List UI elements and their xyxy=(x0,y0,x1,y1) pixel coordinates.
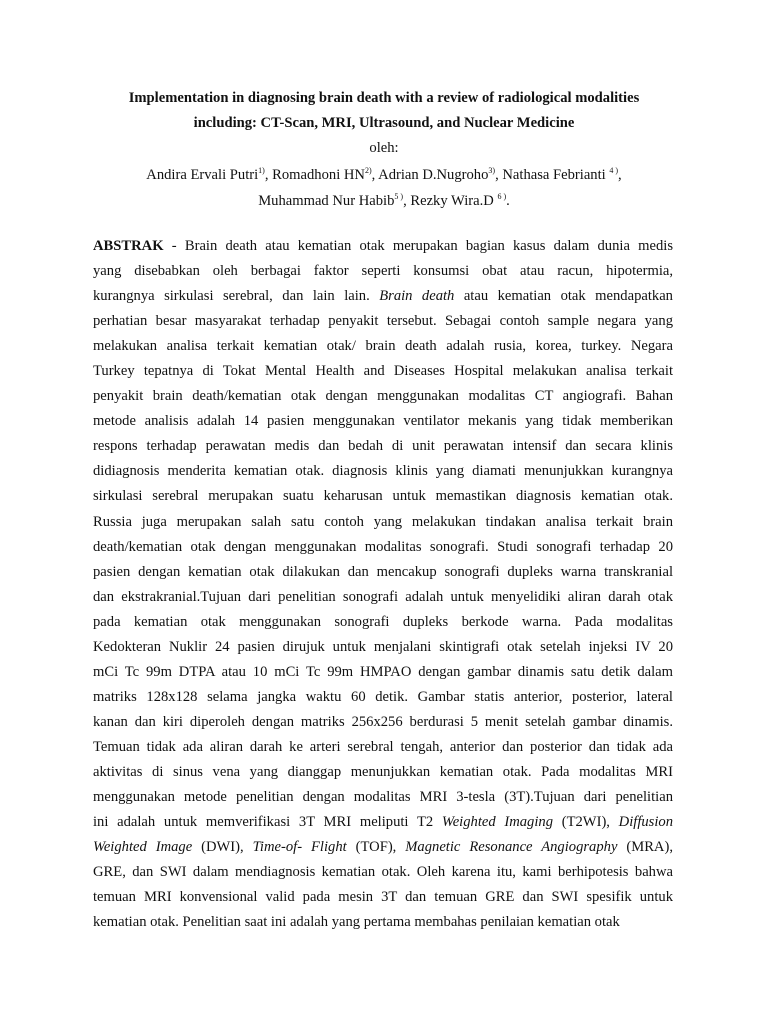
author-separator: . xyxy=(506,193,510,209)
abstract-line xyxy=(93,785,673,810)
abstract-text: Temuan tidak ada aliran darah ke arteri serebral tengah, anterior dan posterior dan tidak ada xyxy=(93,738,673,755)
author-affiliation: 2) xyxy=(364,165,372,175)
abstract-line xyxy=(93,610,673,635)
abstract-line xyxy=(93,860,673,885)
abstract-text: (MRA), xyxy=(617,839,673,856)
abstract-text: temuan MRI konvensional valid pada mesin 3T dan temuan GRE dan SWI spesifik untuk xyxy=(93,889,673,906)
abstract-line xyxy=(93,760,673,785)
title-line-1: Implementation in diagnosing brain death with a review of radiological modalities xyxy=(128,90,640,106)
title-line-2: including: CT-Scan, MRI, Ultrasound, and Nuclear Medicine xyxy=(193,114,575,131)
author-name: Nathasa Febrianti xyxy=(502,166,610,183)
author-line-2 xyxy=(60,188,708,215)
abstract-line xyxy=(93,459,673,484)
oleh-label: oleh: xyxy=(369,140,399,156)
abstract-line xyxy=(93,510,673,535)
abstract-text: atau kematian otak mendapatkan xyxy=(454,288,673,305)
italic-term: Brain death xyxy=(379,288,455,305)
abstract-text: menggunakan metode penelitian dengan modalitas MRI 3-tesla (3T).Tujuan dari penelitian xyxy=(93,789,673,806)
abstract-line xyxy=(93,685,673,710)
abstract-text: mCi Tc 99m DTPA atau 10 mCi Tc 99m HMPAO dengan gambar dinamis satu detik dalam xyxy=(93,663,673,680)
abstract-line xyxy=(93,560,673,585)
abstract-text: melakukan analisa terkait kematian otak/ brain death adalah rusia, korea, turkey. Negara xyxy=(93,338,673,355)
abstract-line xyxy=(93,810,673,835)
abstract-text: death/kematian otak dengan menggunakan modalitas sonografi. Studi sonografi terhadap 20 xyxy=(93,538,673,555)
author-separator: , xyxy=(403,193,411,209)
abstract-text: perhatian besar masyarakat terhadap penyakit tersebut. Sebagai contoh sample negara yang xyxy=(93,313,673,330)
abstract-text: (T2WI), xyxy=(553,814,619,831)
italic-term: Weighted Image xyxy=(93,839,193,856)
author-separator: , xyxy=(371,166,379,183)
abstract-text: dan ekstrakranial.Tujuan dari penelitian sonografi adalah untuk menyelidiki aliran darah otak xyxy=(93,588,673,605)
abstract-label: ABSTRAK xyxy=(93,238,164,254)
abstract-line xyxy=(93,585,673,610)
author-name: Rezky Wira.D xyxy=(410,193,498,209)
author-affiliation: 6 ) xyxy=(497,192,507,201)
abstract-text: kurangnya sirkulasi serebral, dan lain lain. xyxy=(93,288,380,305)
abstract-text: GRE, dan SWI dalam mendiagnosis kematian otak. Oleh karena itu, kami berhipotesis bahwa xyxy=(93,864,673,881)
author-name: Muhammad Nur Habib xyxy=(258,193,395,209)
abstract-line xyxy=(93,735,673,760)
italic-term: Weighted Imaging xyxy=(441,814,554,831)
abstract-line xyxy=(93,259,673,284)
abstract-text: aktivitas di sinus vena yang dianggap menunjukkan kematian otak. Pada modalitas MRI xyxy=(93,763,673,780)
abstract-text: ini adalah untuk memverifikasi 3T MRI meliputi T2 xyxy=(93,814,442,831)
abstract-text: matriks 128x128 selama jangka waktu 60 detik. Gambar statis anterior, posterior, lateral xyxy=(93,688,673,705)
author-line-1 xyxy=(60,162,708,189)
author-affiliation: 1) xyxy=(258,165,265,175)
abstract-body xyxy=(93,234,673,935)
author-affiliation: 5 ) xyxy=(394,192,404,201)
abstract-text: pada kematian otak menggunakan sonografi dupleks berkode warna. Pada modalitas xyxy=(93,613,673,630)
abstract-text: yang disebabkan oleh berbagai faktor seperti konsumsi obat atau racun, hipotermia, xyxy=(93,263,673,280)
abstract-line xyxy=(93,309,673,334)
abstract-text: (DWI), xyxy=(192,839,253,856)
abstract-line xyxy=(93,409,673,434)
abstract-line xyxy=(93,234,673,259)
abstract-line xyxy=(93,359,673,384)
abstract-text: Kedokteran Nuklir 24 pasien dirujuk untuk menjalani skintigrafi otak setelah injeksi IV 20 xyxy=(93,638,673,655)
abstract-text: kematian otak. Penelitian saat ini adalah yang pertama membahas penilaian kematian otak xyxy=(93,914,620,931)
abstract-line xyxy=(93,910,673,935)
italic-term: Diffusion xyxy=(618,814,673,831)
abstract-text: sirkulasi serebral merupakan suatu keharusan untuk memastikan diagnosis kematian otak. xyxy=(93,488,673,505)
abstract-line xyxy=(93,635,673,660)
author-name: Andira Ervali Putri xyxy=(146,166,259,183)
abstract-text: (TOF), xyxy=(346,839,406,856)
abstract-line xyxy=(93,885,673,910)
abstract-line xyxy=(93,710,673,735)
abstract-line xyxy=(93,484,673,509)
italic-term: Time-of- Flight xyxy=(252,839,347,856)
abstract-text: didiagnosis menderita kematian otak. diagnosis klinis yang diamati menunjukkan kurangnya xyxy=(93,463,673,480)
abstract-line xyxy=(93,384,673,409)
author-separator: , xyxy=(618,166,622,183)
abstract-text: respons terhadap perawatan medis dan bedah di unit perawatan intensif dan secara klinis xyxy=(93,438,673,455)
paper-title xyxy=(60,86,708,135)
author-separator: , xyxy=(264,166,273,183)
abstract-text: pasien dengan kematian otak dilakukan dan mencakup sonografi dupleks warna transkranial xyxy=(93,563,673,580)
author-name: Adrian D.Nugroho xyxy=(378,166,489,183)
abstract-line xyxy=(93,835,673,860)
abstract-text: penyakit brain death/kematian otak dengan menggunakan modalitas CT angiografi. Bahan xyxy=(93,388,673,405)
abstract-line xyxy=(93,434,673,459)
abstract-text: Turkey tepatnya di Tokat Mental Health and Diseases Hospital melakukan analisa terkait xyxy=(93,363,673,380)
author-separator: , xyxy=(495,166,503,183)
author-affiliation: 4 ) xyxy=(609,165,619,175)
abstract-line xyxy=(93,535,673,560)
abstract-line xyxy=(93,284,673,309)
author-affiliation: 3) xyxy=(488,165,496,175)
abstract-text: kanan dan kiri diperoleh dengan matriks 256x256 berdurasi 5 menit setelah gambar dinamis. xyxy=(93,713,673,730)
byline xyxy=(60,135,708,215)
abstract-line xyxy=(93,334,673,359)
abstract-text: Russia juga merupakan salah satu contoh yang melakukan tindakan analisa terkait brain xyxy=(93,513,673,530)
italic-term: Magnetic Resonance Angiography xyxy=(405,839,618,856)
abstract-text: - Brain death atau kematian otak merupakan bagian kasus dalam dunia medis xyxy=(163,238,673,254)
abstract-text: metode analisis adalah 14 pasien menggunakan ventilator mekanis yang tidak memberikan xyxy=(93,413,673,430)
abstract-line xyxy=(93,660,673,685)
author-name: Romadhoni HN xyxy=(272,166,365,183)
